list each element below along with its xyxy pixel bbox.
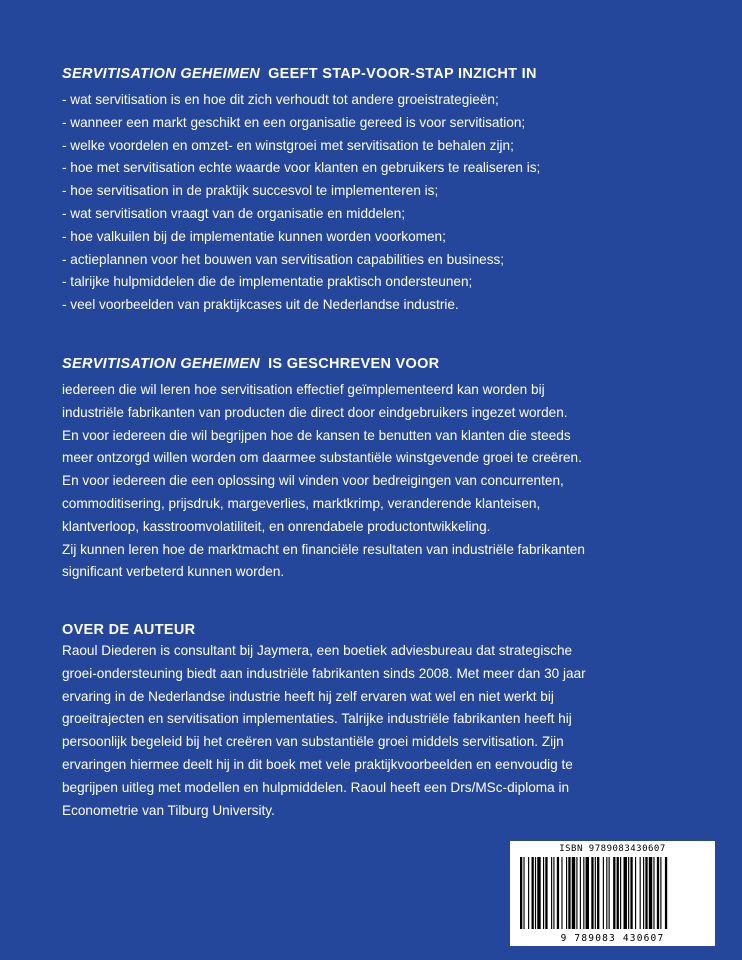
barcode-bar — [609, 857, 610, 929]
isbn-barcode — [510, 841, 715, 946]
isbn-label: ISBN 9789083430607 — [559, 844, 666, 854]
list-item: - hoe servitisation in de praktijk succesvol te implementeren is; — [62, 183, 439, 199]
barcode-bar — [643, 857, 644, 929]
author-paragraph — [62, 640, 682, 822]
text-line: groei-ondersteuning biedt aan industriële fabrikanten sinds 2008. Met meer dan 30 jaar — [62, 665, 586, 681]
barcode-bar — [586, 857, 589, 929]
barcode-bar — [572, 857, 575, 929]
barcode-bar — [568, 857, 570, 929]
barcode-bar — [603, 857, 604, 929]
barcode-bar — [520, 857, 522, 929]
text-line: meer ontzorgd willen worden om daarmee substantiële winstgevende groei te creëren. — [62, 450, 582, 466]
section-topics-heading — [62, 64, 682, 84]
barcode-bar — [665, 857, 667, 929]
barcode-bar — [561, 857, 562, 929]
list-item: - wat servitisation vraagt van de organisatie en middelen; — [62, 205, 406, 221]
audience-paragraph — [62, 379, 682, 584]
list-item: - wanneer een markt geschikt en een organisatie gereed is voor servitisation; — [62, 114, 526, 130]
text-line: Econometrie van Tilburg University. — [62, 802, 275, 818]
topics-list — [62, 89, 682, 317]
barcode-bar — [630, 857, 632, 929]
text-line: ervaring in de Nederlandse industrie heeft hij zelf ervaren wat wel en niet werkt bij — [62, 688, 554, 704]
barcode-digits: 9 789083 430607 — [560, 933, 665, 944]
barcode-bar — [553, 857, 554, 929]
barcode-bar — [660, 857, 661, 929]
list-item: - hoe valkuilen bij de implementatie kunnen worden voorkomen; — [62, 228, 446, 244]
barcode-bar — [535, 857, 536, 929]
barcode-bar — [640, 857, 641, 929]
barcode-bar — [597, 857, 599, 929]
barcode-bar — [523, 857, 524, 929]
barcode-bar — [657, 857, 659, 929]
barcode-bar — [628, 857, 629, 929]
barcode-bars — [518, 857, 707, 929]
barcode-bar — [537, 857, 540, 929]
list-item: - hoe met servitisation echte waarde voor klanten en gebruikers te realiseren is; — [62, 160, 541, 176]
list-item: - actieplannen voor het bouwen van servitisation capabilities en business; — [62, 251, 505, 267]
heading-text: GEEFT STAP-VOOR-STAP INZICHT IN — [268, 66, 537, 82]
barcode-bar — [576, 857, 577, 929]
barcode-bar — [551, 857, 552, 929]
barcode-bar — [543, 857, 544, 929]
section-audience — [62, 354, 682, 584]
text-line: iedereen die wil leren hoe servitisation effectief geïmplementeerd kan worden bij — [62, 382, 545, 397]
barcode-bar — [649, 857, 652, 929]
text-line: Zij kunnen leren hoe de marktmacht en financiële resultaten van industriële fabrikanten — [62, 541, 585, 557]
barcode-bar — [566, 857, 567, 929]
barcode-bar — [557, 857, 559, 929]
text-line: Raoul Diederen is consultant bij Jaymera, een boetiek adviesbureau dat strategische — [62, 643, 573, 658]
text-line: significant verbeterd kunnen worden. — [62, 564, 285, 580]
text-line: groeitrajecten en servitisation implementaties. Talrijke industriële fabrikanten heeft hij — [62, 711, 572, 727]
barcode-bar — [532, 857, 534, 929]
list-item: - wat servitisation is en hoe dit zich verhoudt tot andere groeistrategieën; — [62, 92, 499, 107]
barcode-bar — [591, 857, 593, 929]
barcode-bar — [580, 857, 581, 929]
barcode-bar — [635, 857, 636, 929]
barcode-bar — [653, 857, 654, 929]
text-line: industriële fabrikanten van producten die direct door eindgebruikers ingezet worden. — [62, 404, 568, 420]
heading-text: IS GESCHREVEN VOOR — [268, 356, 440, 372]
book-title-emphasis: SERVITISATION GEHEIMEN — [62, 66, 261, 82]
text-line: ervaringen hiermee deelt hij in dit boek met vele praktijkvoorbeelden en eenvoudig te — [62, 756, 573, 772]
list-item: - veel voorbeelden van praktijkcases uit de Nederlandse industrie. — [62, 297, 459, 313]
section-audience-heading — [62, 354, 682, 374]
barcode-bar — [528, 857, 529, 929]
barcode-bar — [613, 857, 615, 929]
barcode-bar — [606, 857, 607, 929]
barcode-bar — [545, 857, 547, 929]
text-line: persoonlijk begeleid bij het creëren van substantiële groei middels servitisation. Zijn — [62, 734, 564, 750]
barcode-bar — [595, 857, 596, 929]
section-author — [62, 620, 682, 822]
text-line: klantverloop, kasstroomvolatiliteit, en onrendabele productontwikkeling. — [62, 518, 491, 534]
book-title-emphasis: SERVITISATION GEHEIMEN — [62, 356, 261, 372]
text-line: En voor iedereen die wil begrijpen hoe de kansen te benutten van klanten die steeds — [62, 427, 571, 443]
section-author-heading: OVER DE AUTEUR — [62, 622, 196, 638]
barcode-bar — [620, 857, 621, 929]
list-item: - talrijke hulpmiddelen die de implementatie praktisch ondersteunen; — [62, 274, 473, 290]
barcode-bar — [583, 857, 584, 929]
text-line: begrijpen uitleg met modellen en hulpmiddelen. Raoul heeft een Drs/MSc-diploma in — [62, 779, 570, 795]
text-line: En voor iedereen die een oplossing wil vinden voor bedreigingen van concurrenten, — [62, 473, 564, 489]
section-topics — [62, 64, 682, 317]
text-line: commoditisering, prijsdruk, margeverlies, marktkrimp, veranderende klanteisen, — [62, 495, 541, 511]
list-item: - welke voordelen en omzet- en winstgroei met servitisation te behalen zijn; — [62, 137, 514, 153]
barcode-bar — [645, 857, 647, 929]
barcode-bar — [624, 857, 627, 929]
barcode-bar — [617, 857, 619, 929]
